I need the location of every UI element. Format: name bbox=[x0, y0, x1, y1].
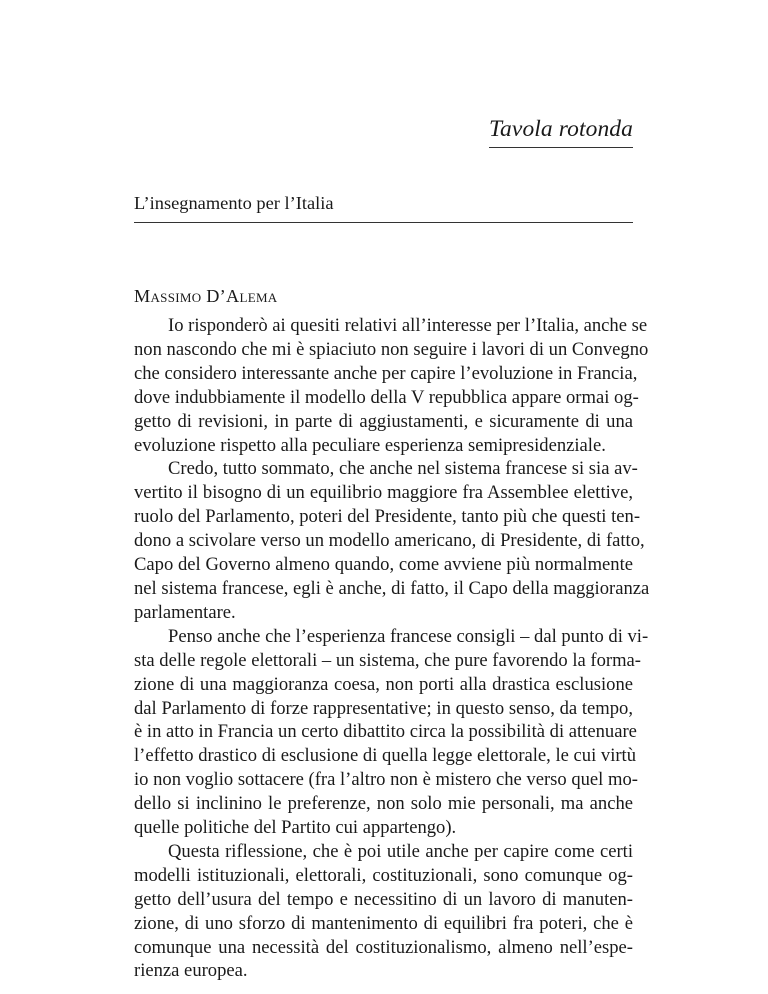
text-line: dal Parlamento di forze rappresentative; in questo senso, da tempo, bbox=[134, 697, 633, 719]
text-line: modelli istituzionali, elettorali, costituzionali, sono comunque og- bbox=[134, 864, 633, 886]
text-line: Io risponderò ai quesiti relativi all’interesse per l’Italia, anche se bbox=[168, 315, 648, 336]
text-line: vertito il bisogno di un equilibrio maggiore fra Assemblee elettive, bbox=[134, 482, 633, 504]
paragraph bbox=[134, 840, 633, 983]
text-line: dono a scivolare verso un modello americano, di Presidente, di fatto, bbox=[134, 530, 645, 552]
text-line: ruolo del Parlamento, poteri del Presidente, tanto più che questi ten- bbox=[134, 506, 641, 528]
text-line: dello si inclinino le preferenze, non solo mie personali, ma anche bbox=[134, 793, 633, 815]
text-line: getto dell’usura del tempo e necessitino di un lavoro di manuten- bbox=[134, 888, 633, 910]
text-line: Penso anche che l’esperienza francese consigli – dal punto di vi- bbox=[168, 625, 649, 647]
text-line: getto di revisioni, in parte di aggiustamenti, e sicuramente di una bbox=[134, 410, 633, 432]
text-line: parlamentare. bbox=[134, 601, 236, 623]
text-line: non nascondo che mi è spiaciuto non seguire i lavori di un Convegno bbox=[134, 338, 649, 360]
section-title: L’insegnamento per l’Italia bbox=[134, 193, 633, 223]
author-name: Massimo D’Alema bbox=[134, 286, 278, 306]
text-line: Questa riflessione, che è poi utile anche per capire come certi bbox=[168, 840, 633, 862]
text-line: zione di una maggioranza coesa, non porti alla drastica esclusione bbox=[134, 673, 633, 695]
text-line: l’effetto drastico di esclusione di quella legge elettorale, le cui virtù bbox=[134, 745, 637, 767]
text-line: dove indubbiamente il modello della V repubblica appare ormai og- bbox=[134, 386, 639, 408]
text-line: Credo, tutto sommato, che anche nel sistema francese si sia av- bbox=[168, 458, 638, 480]
text-line: evoluzione rispetto alla peculiare esperienza semipresidenziale. bbox=[134, 434, 606, 456]
document-page bbox=[134, 0, 650, 994]
text-line: comunque una necessità del costituzionalismo, almeno nell’espe- bbox=[134, 936, 633, 958]
paragraph bbox=[134, 314, 649, 457]
text-line: rienza europea. bbox=[134, 960, 248, 982]
paragraph bbox=[134, 625, 649, 840]
body-text bbox=[134, 314, 650, 983]
text-line: che considero interessante anche per capire l’evoluzione in Francia, bbox=[134, 362, 638, 384]
text-line: sta delle regole elettorali – un sistema, che pure favorendo la forma- bbox=[134, 649, 641, 671]
text-line: Capo del Governo almeno quando, come avviene più normalmente bbox=[134, 554, 633, 576]
paragraph bbox=[134, 457, 650, 624]
text-line: nel sistema francese, egli è anche, di fatto, il Capo della maggioranza bbox=[134, 577, 650, 599]
text-line: zione, di uno sforzo di mantenimento di equilibri fra poteri, che è bbox=[134, 912, 633, 934]
text-line: è in atto in Francia un certo dibattito circa la possibilità di attenuare bbox=[134, 721, 637, 743]
running-head: Tavola rotonda bbox=[489, 116, 633, 148]
text-line: io non voglio sottacere (fra l’altro non è mistero che verso quel mo- bbox=[134, 769, 638, 791]
text-line: quelle politiche del Partito cui appartengo). bbox=[134, 817, 457, 839]
